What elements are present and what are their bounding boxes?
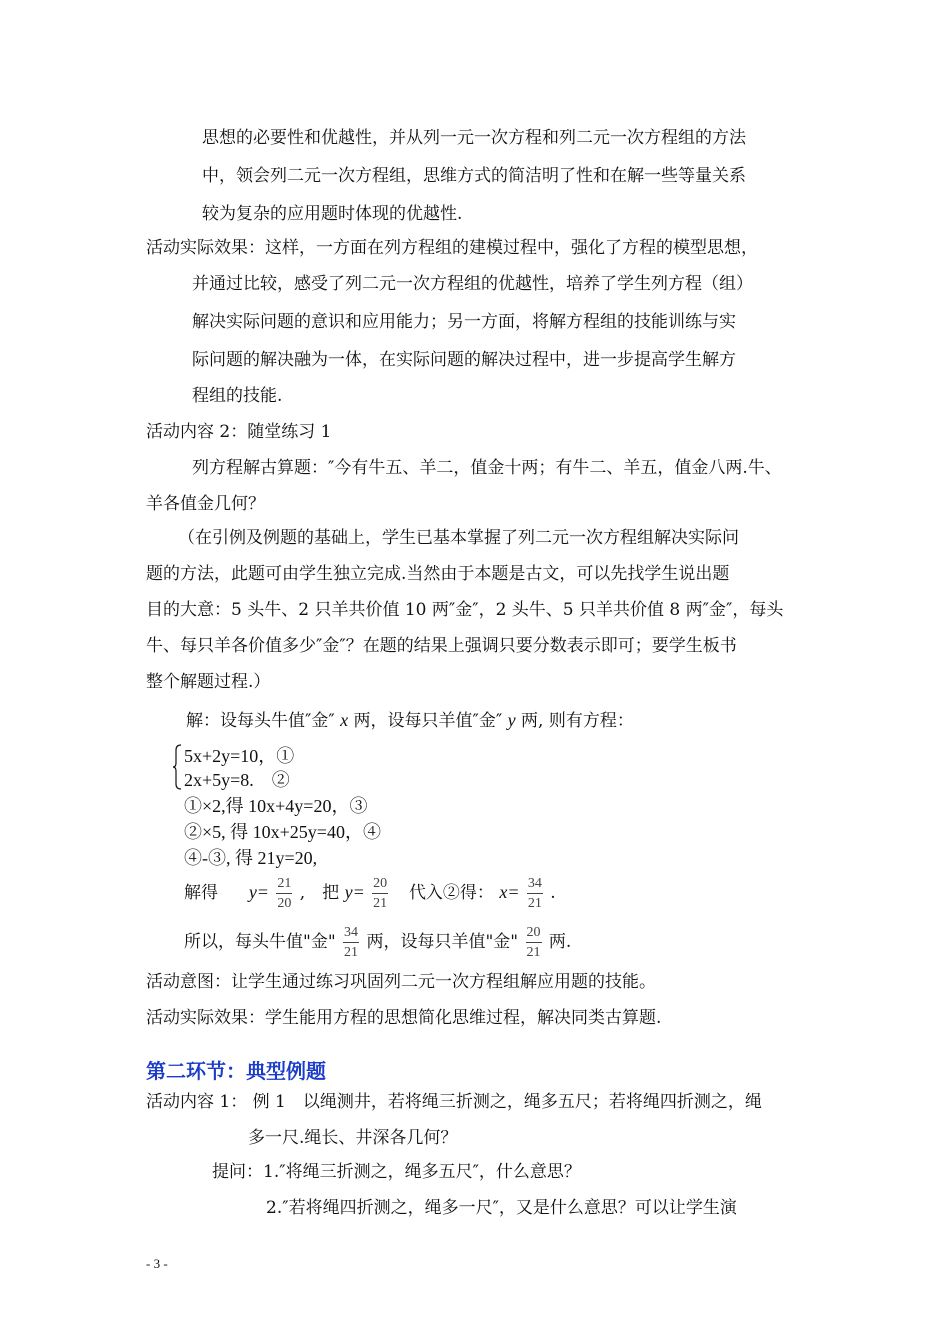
left-brace-icon xyxy=(172,744,182,790)
note-line: （在引例及例题的基础上，学生已基本掌握了列二元一次方程组解决实际问 xyxy=(178,528,739,548)
solution-intro-text: 两，设每只羊值″金″ xyxy=(353,711,503,731)
question-line: 提问：1.″将绳三折测之，绳多五尺″，什么意思？ xyxy=(212,1162,581,1182)
activity-intent: 活动意图：让学生通过练习巩固列二元一次方程组解应用题的技能。 xyxy=(146,972,656,992)
problem-line: 羊各值金几何？ xyxy=(146,494,265,514)
activity-content-1: 活动内容 1： 例 1 以绳测井，若将绳三折测之，绳多五尺；若将绳四折测之，绳 xyxy=(146,1092,762,1112)
note-line: 目的大意：5 头牛、2 只羊共价值 10 两″金″，2 头牛、5 只羊共价值 8 两″金″，每头 xyxy=(146,600,784,620)
activity-effect-line: 活动实际效果：这样，一方面在列方程组的建模过程中，强化了方程的模型思想， xyxy=(146,238,758,258)
solution-intro-text: 两, 则有方程： xyxy=(521,711,634,731)
paragraph-line: 较为复杂的应用题时体现的优越性. xyxy=(202,204,463,224)
fraction: $\frac{20}{21}$ xyxy=(526,924,541,960)
solve-text: , 把 xyxy=(299,883,340,903)
activity-content-1: 多一尺.绳长、井深各几何？ xyxy=(248,1128,458,1148)
solution-intro-text: 解：设每头牛值″金″ xyxy=(186,711,335,731)
activity-effect-line: 解决实际问题的意识和应用能力；另一方面，将解方程组的技能训练与实 xyxy=(192,312,736,332)
variable-y: y xyxy=(507,710,516,730)
activity-effect-line: 程组的技能. xyxy=(192,386,283,406)
note-line: 题的方法，此题可由学生独立完成.当然由于本题是古文，可以先找学生说出题 xyxy=(146,564,730,584)
fraction: $\frac{34}{21}$ xyxy=(527,875,542,911)
solve-text: 解得 xyxy=(184,883,218,903)
variable-x: x xyxy=(340,710,349,730)
solve-text: 代入②得： xyxy=(408,883,494,903)
conclusion-text: 两，设每只羊值"金" xyxy=(366,932,519,952)
equation-1: 5x+2y=10，① xyxy=(184,746,295,766)
note-line: 整个解题过程.） xyxy=(146,672,271,692)
question-line: 2.″若将绳四折测之，绳多一尺″，又是什么意思？可以让学生演 xyxy=(266,1198,737,1218)
activity-effect-line: 际问题的解决融为一体，在实际问题的解决过程中，进一步提高学生解方 xyxy=(192,350,736,370)
conclusion-text: 两. xyxy=(548,932,572,952)
fraction: $\frac{21}{20}$ xyxy=(277,875,292,911)
fraction: $\frac{20}{21}$ xyxy=(373,875,388,911)
page-number: - 3 - xyxy=(146,1256,168,1271)
note-line: 牛、每只羊各价值多少″金″？在题的结果上强调只要分数表示即可；要学生板书 xyxy=(146,636,737,656)
equation-2: 2x+5y=8. ② xyxy=(184,770,290,790)
variable-y: y= xyxy=(344,882,365,902)
conclusion-text: 所以，每头牛值"金" xyxy=(184,932,336,952)
fraction: $\frac{34}{21}$ xyxy=(344,924,359,960)
step-3: ④-③, 得 21y=20, xyxy=(184,848,318,868)
variable-x: x= xyxy=(499,882,520,902)
paragraph-line: 中，领会列二元一次方程组，思维方式的简洁明了性和在解一些等量关系 xyxy=(202,166,746,186)
activity-effect-2: 活动实际效果：学生能用方程的思想简化思维过程，解决同类古算题. xyxy=(146,1008,662,1028)
solve-text: . xyxy=(550,883,556,903)
activity-content-2: 活动内容 2：随堂练习 1 xyxy=(146,422,332,442)
paragraph-line: 思想的必要性和优越性，并从列一元一次方程和列二元一次方程组的方法 xyxy=(202,128,746,148)
variable-y: y= xyxy=(248,882,269,902)
step-2: ②×5, 得 10x+25y=40，④ xyxy=(184,822,381,842)
problem-line: 列方程解古算题：″今有牛五、羊二，值金十两；有牛二、羊五，值金八两.牛、 xyxy=(192,458,782,478)
solve-line xyxy=(184,872,556,913)
activity-effect-line: 并通过比较，感受了列二元一次方程组的优越性，培养了学生列方程（组） xyxy=(192,274,753,294)
step-1: ①×2,得 10x+4y=20，③ xyxy=(184,796,368,816)
conclusion-line xyxy=(184,922,571,962)
section-heading: 第二环节：典型例题 xyxy=(146,1059,326,1083)
solution-intro xyxy=(186,708,634,733)
